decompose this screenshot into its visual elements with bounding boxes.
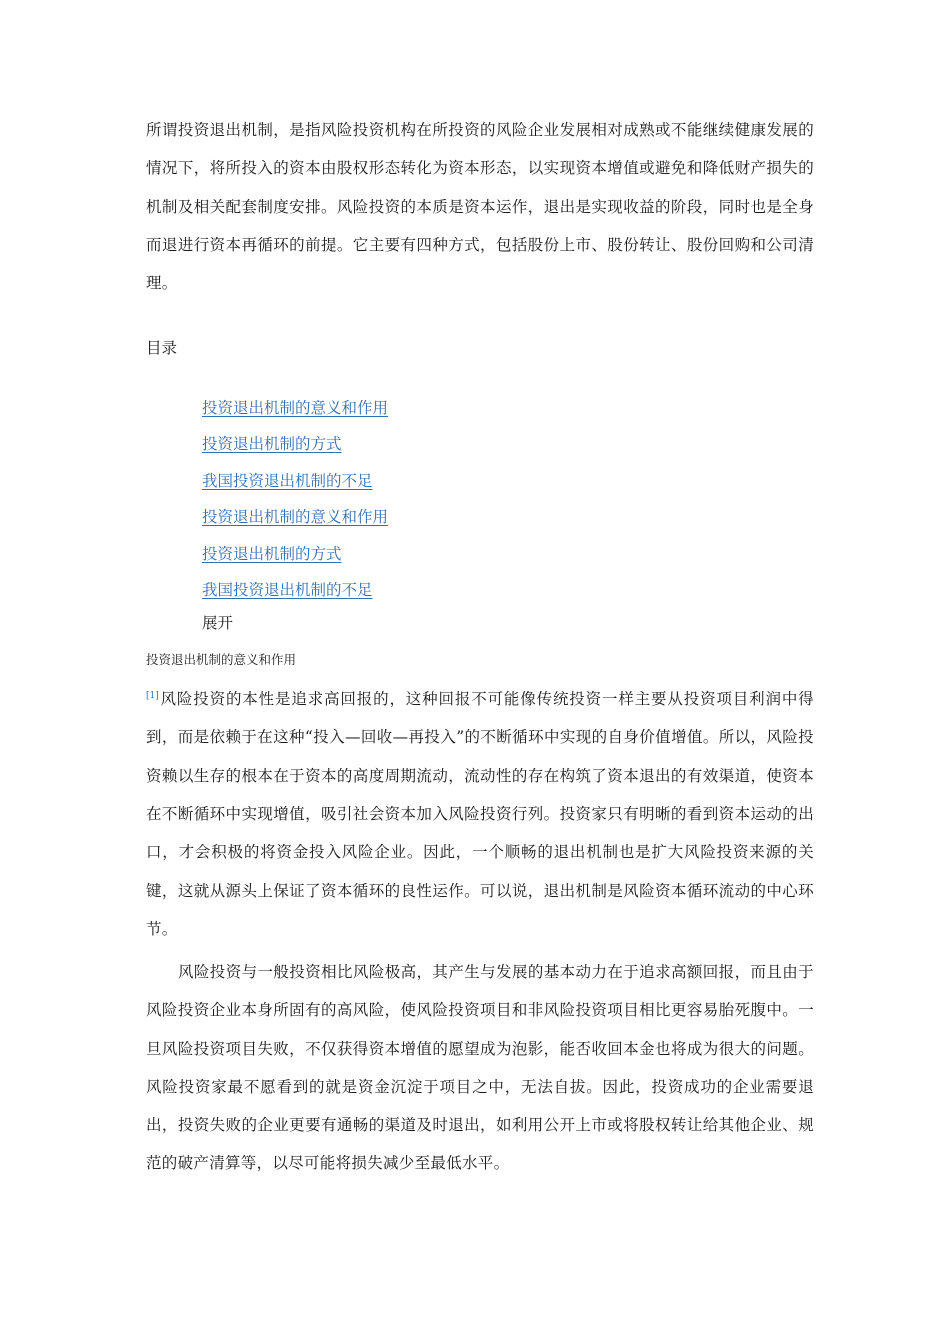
toc-link-shortcomings[interactable]: 我国投资退出机制的不足	[202, 471, 373, 490]
body-paragraph-1	[146, 677, 814, 948]
body-paragraph-2: 风险投资与一般投资相比风险极高，其产生与发展的基本动力在于追求高额回报，而且由于风险投资企业本身所固有的高风险，使风险投资项目和非风险投资项目相比更容易胎死腹中。一旦风险投资项目失败，不仅获得资本增值的愿望成为泡影，能否收回本金也将成为很大的问题。风险投资家最不愿看到的就是资金沉淀于项目之中，无法自拔。因此，投资成功的企业需要退出，投资失败的企业更要有通畅的渠道及时退出，如利用公开上市或将股权转让给其他企业、规范的破产清算等，以尽可能将损失减少至最低水平。	[146, 963, 814, 1173]
toc-item	[202, 463, 388, 499]
toc-item	[202, 426, 388, 462]
toc-item	[202, 390, 388, 426]
toc-item	[202, 572, 388, 608]
toc-link-methods-2[interactable]: 投资退出机制的方式	[202, 544, 342, 563]
toc-link-meaning-and-role-2[interactable]: 投资退出机制的意义和作用	[202, 508, 389, 527]
toc-link-methods[interactable]: 投资退出机制的方式	[202, 435, 342, 454]
toc-link-shortcomings-2[interactable]: 我国投资退出机制的不足	[202, 580, 373, 599]
toc-expand-button[interactable]: 展开	[202, 614, 234, 632]
section-heading: 投资退出机制的意义和作用	[146, 652, 297, 667]
toc-link-meaning-and-role[interactable]: 投资退出机制的意义和作用	[202, 399, 389, 417]
toc-heading: 目录	[146, 339, 178, 357]
reference-marker[interactable]: [1]	[146, 691, 159, 701]
toc-list	[202, 390, 388, 608]
body-paragraph-1-text: 风险投资的本性是追求高回报的，这种回报不可能像传统投资一样主要从投资项目利润中得到，而是依赖于在这种“投入—回收—再投入”的不断循环中实现的自身价值增值。所以，风险投资赖以生存的根本在于资本的高度周期流动，流动性的存在构筑了资本退出的有效渠道，使资本在不断循环中实现增值，吸引社会资本加入风险投资行列。投资家只有明晰的看到资本运动的出口，才会积极的将资金投入风险企业。因此，一个顺畅的退出机制也是扩大风险投资来源的关键，这就从源头上保证了资本循环的良性运作。可以说，退出机制是风险资本循环流动的中心环节。	[146, 690, 814, 938]
toc-item	[202, 499, 388, 535]
toc-item	[202, 536, 388, 572]
intro-paragraph: 所谓投资退出机制，是指风险投资机构在所投资的风险企业发展相对成熟或不能继续健康发展的情况下，将所投入的资本由股权形态转化为资本形态，以实现资本增值或避免和降低财产损失的机制及相关配套制度安排。风险投资的本质是资本运作，退出是实现收益的阶段，同时也是全身而退进行资本再循环的前提。它主要有四种方式，包括股份上市、股份转让、股份回购和公司清理。	[146, 121, 814, 293]
